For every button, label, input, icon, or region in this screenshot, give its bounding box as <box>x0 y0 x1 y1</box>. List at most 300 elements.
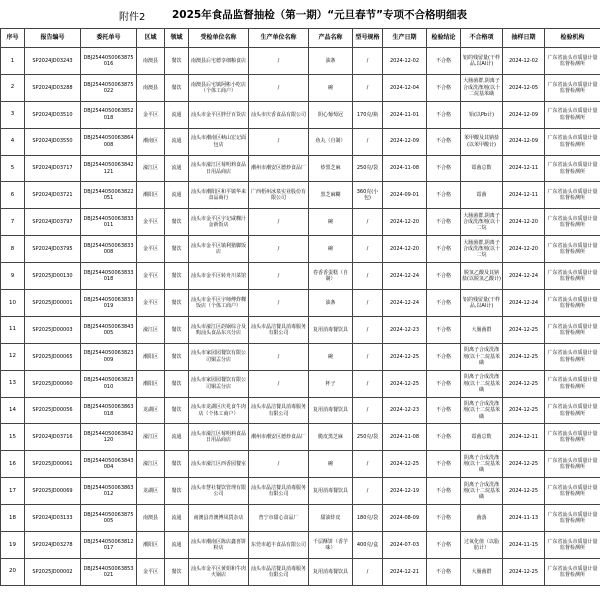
cell-col-sampling-date: 2024-12-24 <box>503 290 545 317</box>
cell-col-failed-item: 大肠菌群,阴离子合成洗涤剂(以十二烷基苯磺 <box>461 74 503 101</box>
cell-col-production-date: 2024-12-24 <box>383 290 427 317</box>
cell-col-failed-item: 脱氢乙酸及其钠盐(以脱氢乙酸计) <box>461 263 503 290</box>
cell-col-product: 千层酥饼（香芋味） <box>309 532 353 559</box>
cell-col-inspected-unit: 汕头市潮南区陈店鑫喜饼粉店 <box>189 532 249 559</box>
cell-col-report-no: SP2024JD03550 <box>25 128 81 155</box>
cell-col-sector: 餐饮 <box>165 451 189 478</box>
cell-col-production-date: 2024-11-08 <box>383 424 427 451</box>
cell-col-district: 金平区 <box>137 558 165 585</box>
cell-col-inspected-unit: 南澳县后宅德享细粮食店 <box>189 48 249 75</box>
cell-col-inspected-unit: 汕头市濠江区西香园餐室 <box>189 451 249 478</box>
cell-col-inspection-agency: 广东省汕头市质量计量监督检测所 <box>545 424 600 451</box>
cell-col-inspection-agency: 广东省汕头市质量计量监督检测所 <box>545 290 600 317</box>
cell-col-commission-no: DBJ2544050063853021 <box>81 558 137 585</box>
cell-col-report-no: SP2024JD03243 <box>25 48 81 75</box>
cell-col-report-no: SP2024JD03721 <box>25 182 81 209</box>
cell-col-inspected-unit: 汕头市金平区转舟川菜馆 <box>189 263 249 290</box>
cell-col-report-no: SP2025JD00060 <box>25 370 81 397</box>
cell-col-inspection-agency: 广东省汕头市质量计量监督检测所 <box>545 128 600 155</box>
cell-col-conclusion: 不合格 <box>427 209 461 236</box>
cell-col-conclusion: 不合格 <box>427 451 461 478</box>
cell-col-production-date: 2024-12-20 <box>383 209 427 236</box>
cell-col-commission-no: DBJ2544050063833011 <box>81 209 137 236</box>
cell-col-inspected-unit: 汕头市潮南区峡山宏记面包店 <box>189 128 249 155</box>
cell-col-sampling-date: 2024-11-15 <box>503 532 545 559</box>
cell-col-sampling-date: 2024-12-25 <box>503 558 545 585</box>
cell-col-production-date: 2024-11-08 <box>383 155 427 182</box>
cell-col-sector: 餐饮 <box>165 343 189 370</box>
cell-col-sector: 餐饮 <box>165 290 189 317</box>
cell-col-index: 16 <box>1 451 25 478</box>
cell-col-production-date: 2024-07-03 <box>383 532 427 559</box>
cell-col-spec: / <box>353 263 383 290</box>
cell-col-production-date: 2024-12-21 <box>383 558 427 585</box>
cell-col-district: 金平区 <box>137 290 165 317</box>
cell-col-spec: 170克/瓶 <box>353 101 383 128</box>
cell-col-spec: / <box>353 48 383 75</box>
cell-col-district: 潮阳区 <box>137 532 165 559</box>
cell-col-commission-no: DBJ2544050063843004 <box>81 451 137 478</box>
table-row <box>1 343 600 370</box>
cell-col-inspection-agency: 广东省汕头市质量计量监督检测所 <box>545 101 600 128</box>
cell-col-conclusion: 不合格 <box>427 290 461 317</box>
table-body <box>1 48 600 586</box>
cell-col-commission-no: DBJ2544050063812017 <box>81 532 137 559</box>
cell-col-conclusion: 不合格 <box>427 236 461 263</box>
cell-col-product: 碗 <box>309 209 353 236</box>
cell-col-sector: 流通 <box>165 182 189 209</box>
cell-col-spec: / <box>353 236 383 263</box>
cell-col-index: 20 <box>1 558 25 585</box>
cell-col-index: 18 <box>1 505 25 532</box>
cell-col-commission-no: DBJ2544050063852018 <box>81 101 137 128</box>
cell-col-index: 19 <box>1 532 25 559</box>
header-col-conclusion: 检验结论 <box>427 29 461 48</box>
cell-col-sampling-date: 2024-12-25 <box>503 451 545 478</box>
cell-col-product: 复用消毒餐饮具 <box>309 316 353 343</box>
cell-col-commission-no: DBJ2544050063863012 <box>81 478 137 505</box>
cell-col-production-date: 2024-12-20 <box>383 236 427 263</box>
cell-col-spec: / <box>353 558 383 585</box>
cell-col-producer: 汕头市晶洁餐具消毒服务有限公司 <box>249 558 309 585</box>
cell-col-sector: 餐饮 <box>165 397 189 424</box>
cell-col-product: 黑芝麻糊 <box>309 182 353 209</box>
cell-col-producer: 汕头市庆香食品有限公司 <box>249 101 309 128</box>
cell-col-inspected-unit: 汕头市金平区宇记咸粿汁金新饭店 <box>189 209 249 236</box>
cell-col-inspection-agency: 广东省汕头市质量计量监督检测所 <box>545 370 600 397</box>
header-col-spec: 型号规格 <box>353 29 383 48</box>
cell-col-producer: / <box>249 48 309 75</box>
cell-col-conclusion: 不合格 <box>427 478 461 505</box>
cell-col-inspection-agency: 广东省汕头市质量计量监督检测所 <box>545 532 600 559</box>
header-col-district: 区域 <box>137 29 165 48</box>
cell-col-report-no: SP2025JD00056 <box>25 397 81 424</box>
cell-col-producer: 东莞市超丰食品有限公司 <box>249 532 309 559</box>
cell-col-commission-no: DBJ2544050063823010 <box>81 370 137 397</box>
cell-col-production-date: 2024-12-04 <box>383 74 427 101</box>
cell-col-conclusion: 不合格 <box>427 343 461 370</box>
header-col-inspected-unit: 受检单位名称 <box>189 29 249 48</box>
cell-col-sampling-date: 2024-12-11 <box>503 155 545 182</box>
cell-col-product: 脆皮黑芝麻 <box>309 424 353 451</box>
cell-col-report-no: SP2024JD03717 <box>25 155 81 182</box>
cell-col-production-date: 2024-12-25 <box>383 370 427 397</box>
table-row <box>1 397 600 424</box>
cell-col-production-date: 2024-12-19 <box>383 478 427 505</box>
cell-col-producer: 汕头市晶洁餐具消毒服务有限公司 <box>249 397 309 424</box>
cell-col-sector: 流通 <box>165 155 189 182</box>
cell-col-inspected-unit: 汕头市慧社餐饮管理有限公司 <box>189 478 249 505</box>
cell-col-sector: 餐饮 <box>165 236 189 263</box>
cell-col-sector: 流通 <box>165 424 189 451</box>
cell-col-spec: / <box>353 397 383 424</box>
table-row <box>1 505 600 532</box>
cell-col-spec: / <box>353 451 383 478</box>
cell-col-sector: 餐饮 <box>165 48 189 75</box>
cell-col-inspected-unit: 汕头市家园园餐饮有限公司铜盂分店 <box>189 370 249 397</box>
cell-col-commission-no: DBJ2544050063833008 <box>81 236 137 263</box>
table-row <box>1 74 600 101</box>
cell-col-sampling-date: 2024-12-09 <box>503 128 545 155</box>
cell-col-producer: / <box>249 451 309 478</box>
cell-col-inspected-unit: 汕头市金平区黄姐和牛肉火锅店 <box>189 558 249 585</box>
cell-col-product: 甜油炸皮 <box>309 505 353 532</box>
cell-col-sampling-date: 2024-12-25 <box>503 397 545 424</box>
cell-col-report-no: SP2025JD00130 <box>25 263 81 290</box>
cell-col-inspection-agency: 广东省汕头市质量计量监督检测所 <box>545 558 600 585</box>
cell-col-product: 复用消毒餐饮具 <box>309 397 353 424</box>
cell-col-sector: 流通 <box>165 505 189 532</box>
cell-col-producer: 潮州市潮安区德炒食品厂 <box>249 424 309 451</box>
cell-col-producer: 普宁市甜心食品厂 <box>249 505 309 532</box>
cell-col-spec: / <box>353 209 383 236</box>
cell-col-index: 6 <box>1 182 25 209</box>
cell-col-failed-item: 阴离子合成洗涤剂(以十二烷基苯磺 <box>461 478 503 505</box>
cell-col-spec: / <box>353 343 383 370</box>
cell-col-spec: / <box>353 370 383 397</box>
cell-col-producer: 汕头市晶洁餐具消毒服务有限公司 <box>249 316 309 343</box>
cell-col-district: 南澳县 <box>137 74 165 101</box>
cell-col-index: 1 <box>1 48 25 75</box>
cell-col-inspection-agency: 广东省汕头市质量计量监督检测所 <box>545 209 600 236</box>
cell-col-inspection-agency: 广东省汕头市质量计量监督检测所 <box>545 343 600 370</box>
cell-col-report-no: SP2024JD03795 <box>25 236 81 263</box>
cell-col-commission-no: DBJ2544050063822051 <box>81 182 137 209</box>
cell-col-inspection-agency: 广东省汕头市质量计量监督检测所 <box>545 478 600 505</box>
header-col-inspection-agency: 检验机构 <box>545 29 600 48</box>
cell-col-product: 碗 <box>309 236 353 263</box>
cell-col-spec: 250克/袋 <box>353 424 383 451</box>
cell-col-product: 复用消毒餐饮具 <box>309 558 353 585</box>
table-row <box>1 209 600 236</box>
table-row <box>1 128 600 155</box>
cell-col-failed-item: 阴离子合成洗涤剂(以十二烷基苯磺 <box>461 451 503 478</box>
cell-col-sampling-date: 2024-12-20 <box>503 209 545 236</box>
cell-col-failed-item: 霉菌 <box>461 182 503 209</box>
cell-col-failed-item: 阴离子合成洗涤剂(以十二烷基苯磺 <box>461 397 503 424</box>
cell-col-producer: / <box>249 290 309 317</box>
cell-col-district: 金平区 <box>137 101 165 128</box>
cell-col-product: 鱼丸（自制） <box>309 128 353 155</box>
cell-col-spec: 180克/袋 <box>353 505 383 532</box>
table-row <box>1 316 600 343</box>
cell-col-sector: 餐饮 <box>165 74 189 101</box>
attachment-label: 附件2 <box>119 12 146 23</box>
cell-col-spec: / <box>353 478 383 505</box>
cell-col-production-date: 2024-12-24 <box>383 263 427 290</box>
cell-col-report-no: SP2025JD00002 <box>25 558 81 585</box>
cell-col-commission-no: DBJ2544050063842121 <box>81 155 137 182</box>
cell-col-inspection-agency: 广东省汕头市质量计量监督检测所 <box>545 263 600 290</box>
cell-col-producer: / <box>249 128 309 155</box>
cell-col-production-date: 2024-12-23 <box>383 397 427 424</box>
cell-col-conclusion: 不合格 <box>427 505 461 532</box>
cell-col-spec: 400克/盒 <box>353 532 383 559</box>
noncompliance-table <box>0 28 600 586</box>
title-bar <box>0 0 600 28</box>
table-row <box>1 101 600 128</box>
cell-col-sector: 餐饮 <box>165 316 189 343</box>
cell-col-sector: 餐饮 <box>165 263 189 290</box>
header-col-sampling-date: 抽样日期 <box>503 29 545 48</box>
cell-col-spec: / <box>353 290 383 317</box>
cell-col-failed-item: 过氧化值（以脂肪计） <box>461 532 503 559</box>
cell-col-inspected-unit: 汕头市金平区宇师傅炸粿饭店（个体工商户） <box>189 290 249 317</box>
cell-col-spec: / <box>353 74 383 101</box>
cell-col-production-date: 2024-08-09 <box>383 505 427 532</box>
cell-col-index: 10 <box>1 290 25 317</box>
cell-col-inspection-agency: 广东省汕头市质量计量监督检测所 <box>545 505 600 532</box>
cell-col-production-date: 2024-12-02 <box>383 48 427 75</box>
cell-col-spec: / <box>353 128 383 155</box>
cell-col-failed-item: 霉菌总数 <box>461 424 503 451</box>
cell-col-index: 14 <box>1 397 25 424</box>
cell-col-sector: 餐饮 <box>165 209 189 236</box>
cell-col-conclusion: 不合格 <box>427 182 461 209</box>
cell-col-inspected-unit: 南澳县后宅镇阿彬小吃店（个体工商户） <box>189 74 249 101</box>
cell-col-conclusion: 不合格 <box>427 397 461 424</box>
cell-col-inspection-agency: 广东省汕头市质量计量监督检测所 <box>545 155 600 182</box>
cell-col-district: 潮南区 <box>137 128 165 155</box>
cell-col-sampling-date: 2024-12-02 <box>503 48 545 75</box>
cell-col-inspected-unit: 汕头市金平区镇利猪脚饭店 <box>189 236 249 263</box>
cell-col-sampling-date: 2024-12-25 <box>503 316 545 343</box>
cell-col-failed-item: 铝的残留量(干样品,以Al计) <box>461 48 503 75</box>
cell-col-report-no: SP2025JD00003 <box>25 316 81 343</box>
cell-col-production-date: 2024-12-25 <box>383 343 427 370</box>
table-row <box>1 424 600 451</box>
cell-col-product: 杯子 <box>309 370 353 397</box>
cell-col-commission-no: DBJ2544050063875016 <box>81 48 137 75</box>
cell-col-production-date: 2024-12-25 <box>383 451 427 478</box>
cell-col-district: 龙湖区 <box>137 478 165 505</box>
cell-col-sampling-date: 2024-12-09 <box>503 101 545 128</box>
header-col-production-date: 生产日期 <box>383 29 427 48</box>
table-row <box>1 263 600 290</box>
cell-col-producer: / <box>249 263 309 290</box>
cell-col-product: 碗 <box>309 451 353 478</box>
cell-col-commission-no: DBJ2544050063833018 <box>81 263 137 290</box>
cell-col-district: 濠江区 <box>137 316 165 343</box>
cell-col-failed-item: 菌落 <box>461 505 503 532</box>
cell-col-product: 卷香香蛋糕（自制） <box>309 263 353 290</box>
cell-col-district: 南澳县 <box>137 48 165 75</box>
cell-col-product: 阴心葡萄冠 <box>309 101 353 128</box>
cell-col-report-no: SP2025JD00065 <box>25 343 81 370</box>
table-row <box>1 155 600 182</box>
cell-col-product: 复用消毒餐饮具 <box>309 478 353 505</box>
cell-col-sampling-date: 2024-12-11 <box>503 424 545 451</box>
table-row <box>1 558 600 585</box>
cell-col-producer: / <box>249 343 309 370</box>
cell-col-failed-item: 苯甲酸及其钠盐(以苯甲酸计) <box>461 128 503 155</box>
cell-col-conclusion: 不合格 <box>427 155 461 182</box>
cell-col-index: 17 <box>1 478 25 505</box>
cell-col-commission-no: DBJ2544050063875022 <box>81 74 137 101</box>
cell-col-sampling-date: 2024-11-13 <box>503 505 545 532</box>
cell-col-producer: 汕头市晶洁餐具消毒服务有限公司 <box>249 478 309 505</box>
cell-col-sampling-date: 2024-12-11 <box>503 182 545 209</box>
cell-col-conclusion: 不合格 <box>427 263 461 290</box>
header-col-producer: 生产单位名称 <box>249 29 309 48</box>
cell-col-inspection-agency: 广东省汕头市质量计量监督检测所 <box>545 74 600 101</box>
cell-col-inspection-agency: 广东省汕头市质量计量监督检测所 <box>545 316 600 343</box>
cell-col-conclusion: 不合格 <box>427 316 461 343</box>
cell-col-producer: / <box>249 236 309 263</box>
cell-col-index: 7 <box>1 209 25 236</box>
table-row <box>1 451 600 478</box>
cell-col-report-no: SP2024JD03278 <box>25 532 81 559</box>
cell-col-producer: 潮州市潮安区德炒食品厂 <box>249 155 309 182</box>
cell-col-district: 潮阳区 <box>137 182 165 209</box>
cell-col-report-no: SP2024JD03510 <box>25 101 81 128</box>
cell-col-index: 15 <box>1 424 25 451</box>
cell-col-district: 濠江区 <box>137 424 165 451</box>
cell-col-inspected-unit: 汕头市潮阳区和平镇华来食品商行 <box>189 182 249 209</box>
cell-col-commission-no: DBJ2544050063863018 <box>81 397 137 424</box>
cell-col-sector: 餐饮 <box>165 478 189 505</box>
header-col-index: 序号 <box>1 29 25 48</box>
cell-col-district: 金平区 <box>137 236 165 263</box>
table-header-row <box>1 29 600 48</box>
cell-col-commission-no: DBJ2544050063864008 <box>81 128 137 155</box>
cell-col-district: 金平区 <box>137 209 165 236</box>
cell-col-conclusion: 不合格 <box>427 532 461 559</box>
cell-col-report-no: SP2025JD00001 <box>25 290 81 317</box>
cell-col-product: 炒黑芝麻 <box>309 155 353 182</box>
cell-col-failed-item: 铝的残留量(干样品,以Al计) <box>461 290 503 317</box>
cell-col-failed-item: 大肠菌群 <box>461 316 503 343</box>
cell-col-conclusion: 不合格 <box>427 128 461 155</box>
cell-col-spec: / <box>353 316 383 343</box>
cell-col-production-date: 2024-11-01 <box>383 101 427 128</box>
cell-col-report-no: SP2024JD03716 <box>25 424 81 451</box>
cell-col-district: 濠江区 <box>137 155 165 182</box>
cell-col-report-no: SP2025JD00061 <box>25 451 81 478</box>
cell-col-conclusion: 不合格 <box>427 48 461 75</box>
table-row <box>1 532 600 559</box>
cell-col-production-date: 2024-09-01 <box>383 182 427 209</box>
header-col-product: 产品名称 <box>309 29 353 48</box>
cell-col-conclusion: 不合格 <box>427 424 461 451</box>
cell-col-report-no: SP2024JD03133 <box>25 505 81 532</box>
table-row <box>1 290 600 317</box>
cell-col-index: 4 <box>1 128 25 155</box>
cell-col-inspected-unit: 南澳县青澳博凤貨杂店 <box>189 505 249 532</box>
cell-col-sampling-date: 2024-12-25 <box>503 370 545 397</box>
cell-col-report-no: SP2024JD03288 <box>25 74 81 101</box>
cell-col-index: 5 <box>1 155 25 182</box>
header-col-failed-item: 不合格项 <box>461 29 503 48</box>
cell-col-failed-item: 阴离子合成洗涤剂(以十二烷基苯磺 <box>461 343 503 370</box>
cell-col-sampling-date: 2024-12-05 <box>503 74 545 101</box>
cell-col-index: 12 <box>1 343 25 370</box>
cell-col-sector: 流通 <box>165 532 189 559</box>
cell-col-commission-no: DBJ2544050063842120 <box>81 424 137 451</box>
cell-col-district: 金平区 <box>137 263 165 290</box>
cell-col-commission-no: DBJ2544050063843005 <box>81 316 137 343</box>
cell-col-inspection-agency: 广东省汕头市质量计量监督检测所 <box>545 236 600 263</box>
cell-col-product: 油条 <box>309 290 353 317</box>
cell-col-index: 2 <box>1 74 25 101</box>
cell-col-district: 潮阳区 <box>137 343 165 370</box>
header-col-sector: 领域 <box>165 29 189 48</box>
table-row <box>1 478 600 505</box>
cell-col-sector: 流通 <box>165 128 189 155</box>
cell-col-sector: 流通 <box>165 101 189 128</box>
cell-col-sampling-date: 2024-12-20 <box>503 236 545 263</box>
cell-col-failed-item: 铅(以Pb计) <box>461 101 503 128</box>
cell-col-district: 南澳县 <box>137 505 165 532</box>
cell-col-producer: / <box>249 74 309 101</box>
cell-col-index: 11 <box>1 316 25 343</box>
cell-col-production-date: 2024-12-23 <box>383 316 427 343</box>
cell-col-conclusion: 不合格 <box>427 558 461 585</box>
cell-col-inspection-agency: 广东省汕头市质量计量监督检测所 <box>545 48 600 75</box>
cell-col-sector: 餐饮 <box>165 558 189 585</box>
cell-col-index: 9 <box>1 263 25 290</box>
cell-col-inspected-unit: 汕头市濠江区韵锅综合及购汕头食品东兴分店 <box>189 316 249 343</box>
cell-col-inspected-unit: 汕头市金平区胖仔百货店 <box>189 101 249 128</box>
cell-col-inspection-agency: 广东省汕头市质量计量监督检测所 <box>545 397 600 424</box>
cell-col-failed-item: 大肠菌群 <box>461 558 503 585</box>
cell-col-failed-item: 霉菌总数 <box>461 155 503 182</box>
cell-col-conclusion: 不合格 <box>427 74 461 101</box>
cell-col-sampling-date: 2024-12-25 <box>503 343 545 370</box>
cell-col-failed-item: 大肠菌群,阴离子合成洗涤剂(以十二烷 <box>461 209 503 236</box>
cell-col-production-date: 2024-12-09 <box>383 128 427 155</box>
cell-col-commission-no: DBJ2544050063823009 <box>81 343 137 370</box>
cell-col-index: 8 <box>1 236 25 263</box>
cell-col-conclusion: 不合格 <box>427 101 461 128</box>
cell-col-inspection-agency: 广东省汕头市质量计量监督检测所 <box>545 182 600 209</box>
cell-col-sampling-date: 2024-12-24 <box>503 263 545 290</box>
cell-col-district: 龙湖区 <box>137 397 165 424</box>
page-title: 2025年食品监督抽检（第一期）“元旦春节”专项不合格明细表 <box>172 9 468 21</box>
header-col-commission-no: 委托单号 <box>81 29 137 48</box>
cell-col-inspected-unit: 汕头市濠江区莓明莉食品日用品商店 <box>189 155 249 182</box>
cell-col-commission-no: DBJ2544050063875005 <box>81 505 137 532</box>
cell-col-inspected-unit: 汕头市龙湖区庆兆食牛肉店（个体工商户） <box>189 397 249 424</box>
cell-col-inspection-agency: 广东省汕头市质量计量监督检测所 <box>545 451 600 478</box>
cell-col-spec: 250克/袋 <box>353 155 383 182</box>
cell-col-conclusion: 不合格 <box>427 370 461 397</box>
cell-col-commission-no: DBJ2544050063833019 <box>81 290 137 317</box>
cell-col-product: 碗 <box>309 74 353 101</box>
cell-col-product: 油条 <box>309 48 353 75</box>
cell-col-report-no: SP2025JD00069 <box>25 478 81 505</box>
cell-col-inspected-unit: 汕头市濠江区莓明莉食品日用品商店 <box>189 424 249 451</box>
